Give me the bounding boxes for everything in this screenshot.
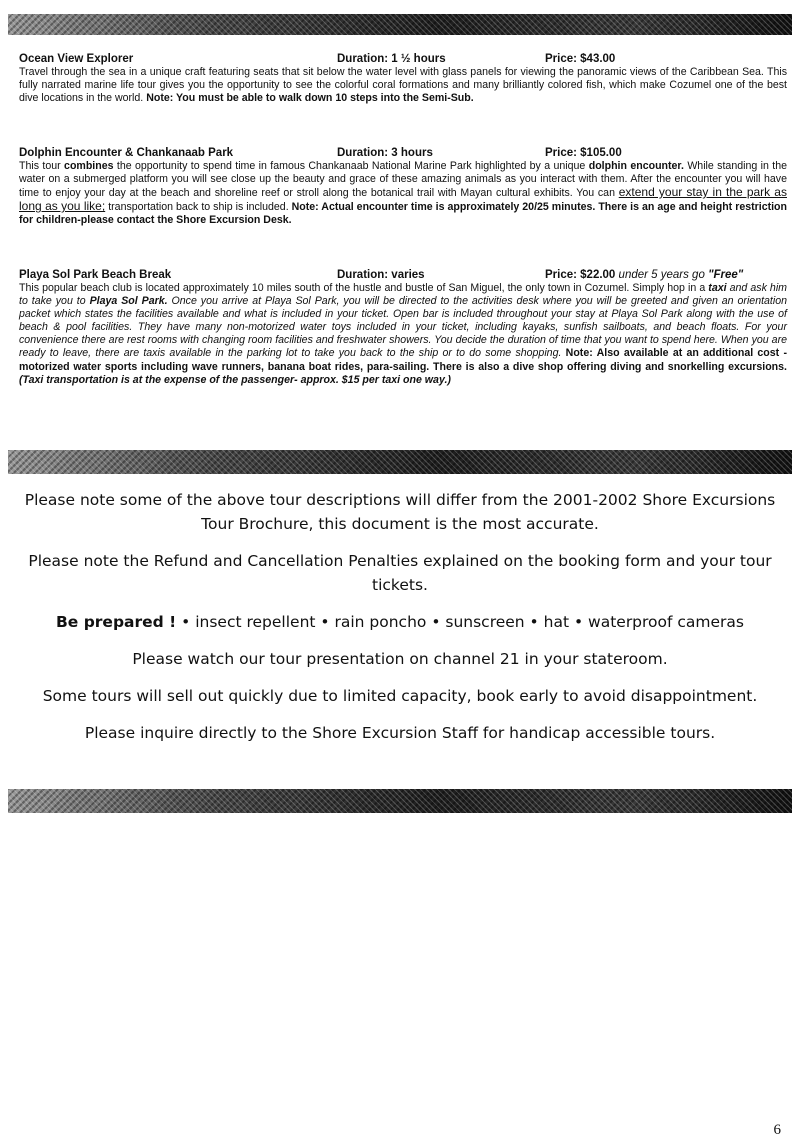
tour-name: Dolphin Encounter & Chankanaab Park <box>19 147 234 159</box>
tour-playa-sol-park <box>19 268 787 387</box>
tour-header <box>19 146 787 160</box>
notes-section <box>20 488 780 758</box>
price-child-note: under 5 years go <box>618 269 705 281</box>
desc-italic: and ask him to take you to <box>19 282 787 308</box>
desc-italic: in your ticket, <box>401 321 470 334</box>
note-sellout: Some tours will sell out quickly due to limited capacity, book early to avoid disappointment. <box>42 687 758 705</box>
desc-italic: Once you arrive at Playa Sol Park, you will be directed to the activities desk where you will be greeted and given an orientation packet which states the facilities available and what is included in your ticket. Open bar is included throughout your stay at Playa Sol Park along with the use of beach & pool facilities. They have many non-motorized water toys included <box>19 295 787 334</box>
tour-header <box>19 268 787 282</box>
tour-duration: Duration: 3 hours <box>337 147 433 159</box>
tour-name: Ocean View Explorer <box>19 53 134 65</box>
desc-text: the opportunity to spend time in famous Chankanaab National Marine Park highlighted by a unique <box>116 160 586 172</box>
desc-text: This popular beach club is located approximately 10 miles south of the hustle and bustle of San Miguel, the only town in Cozumel. Simply hop in a <box>19 282 706 294</box>
desc-text: transportation back to ship is included. <box>108 201 289 214</box>
header-band <box>8 14 792 35</box>
tour-header <box>19 52 787 66</box>
desc-bold: dolphin encounter. <box>588 160 684 172</box>
desc-text: While standing in the water on a submerged platform you will see close up the beauty and grace of these amazing animals as you interact with them. After the encounter you will have time to enjoy your day at the beach and shoreline reef or stroll along the botanical trail with Mayan cultural exhibits. You can <box>19 160 787 200</box>
tour-price: Price: $43.00 <box>545 53 616 65</box>
tour-duration: Duration: varies <box>337 269 425 281</box>
note-refund: Please note the Refund and Cancellation Penalties explained on the booking form and your tour tickets. <box>28 552 772 594</box>
desc-note: Note: You must be able to walk down 10 steps into the Semi-Sub. <box>146 92 474 105</box>
tour-ocean-view-explorer <box>19 52 787 105</box>
tour-description <box>19 160 787 227</box>
desc-bold: combines <box>64 160 114 172</box>
tour-dolphin-encounter <box>19 146 787 227</box>
note-handicap: Please inquire directly to the Shore Excursion Staff for handicap accessible tours. <box>84 724 716 742</box>
desc-note: Note: Actual encounter time is approximately 20/25 minutes. There is an age and height restriction for children-please contact the Shore Excursion Desk. <box>19 201 787 227</box>
desc-underline: extend your stay in the park as long as you like; <box>19 185 787 214</box>
desc-text: Travel through the sea in a unique craft featuring seats that sit below the water level with glass panels for viewing the panoramic views of the Caribbean Sea. This fully narrated marine life tour gives you the opportunity to see the colorful coral formations and many brilliantly colored fish, which make Cozumel one of the best dive locations in the world. <box>19 66 787 105</box>
page-number: 6 <box>773 1122 781 1138</box>
desc-bold: taxi <box>708 282 727 294</box>
footer-band <box>8 789 792 813</box>
tour-price-group <box>545 268 743 282</box>
tour-description <box>19 66 787 105</box>
price-free: "Free" <box>708 269 744 281</box>
desc-text: including kayaks, sunfish sailboats, and beach floats. For your convenience there are rest rooms with changing room facilities and freshwater showers. You decide the duration of time that you want to spend here. When you are ready to leave, there are taxis available in the parking lot to take you back to the ship or to do some shopping. <box>19 321 787 360</box>
prepared-lead: Be prepared ! <box>55 613 177 631</box>
tour-description <box>19 282 787 387</box>
prepared-items: • insect repellent • rain poncho • sunscreen • hat • waterproof cameras <box>181 613 745 631</box>
desc-bold-italic: Playa Sol Park. <box>89 295 168 308</box>
tour-price: Price: $105.00 <box>545 147 622 159</box>
desc-text: This tour <box>19 160 61 172</box>
note-channel: Please watch our tour presentation on channel 21 in your stateroom. <box>132 650 668 668</box>
divider-band <box>8 450 792 474</box>
note-brochure: Please note some of the above tour descriptions will differ from the 2001-2002 Shore Excursions Tour Brochure, this document is the most accurate. <box>24 491 776 533</box>
desc-note: Note: Also available at an additional cost -motorized water sports including wave runners, banana boat rides, para-sailing. There is also a dive shop offering diving and snorkelling excursions. <box>19 347 787 373</box>
tour-price: Price: $22.00 <box>545 269 616 281</box>
note-prepared <box>20 610 780 634</box>
tour-name: Playa Sol Park Beach Break <box>19 269 172 281</box>
tour-duration: Duration: 1 ½ hours <box>337 53 446 65</box>
desc-note-italic: (Taxi transportation is at the expense of the passenger- approx. $15 per taxi one way.) <box>19 373 451 386</box>
